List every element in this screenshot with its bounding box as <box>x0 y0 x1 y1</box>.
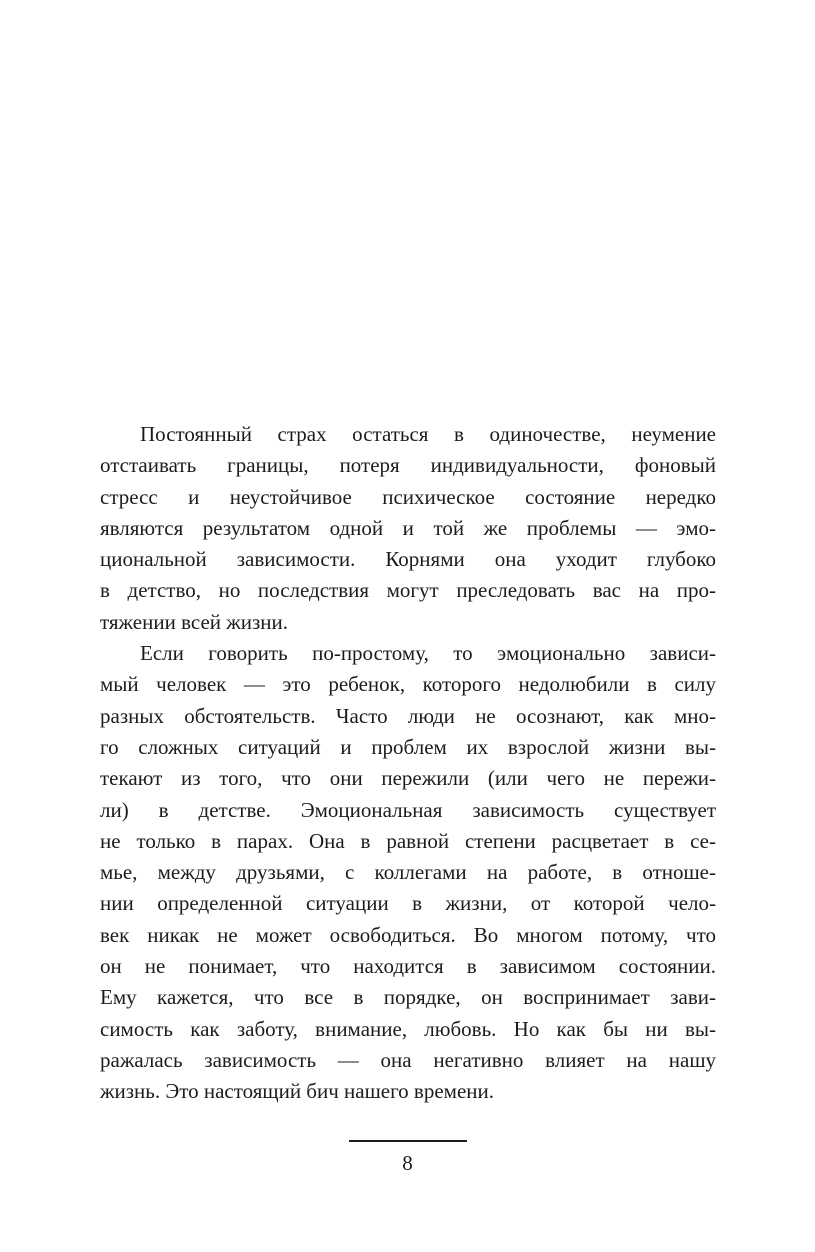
paragraph-2 <box>100 638 716 1107</box>
text-line: век никак не может освободиться. Во многом потому, что <box>100 922 716 947</box>
text-line: текают из того, что они пережили (или чего не пережи- <box>100 766 716 791</box>
text-line: Ему кажется, что все в порядке, он воспринимает зави- <box>100 985 716 1010</box>
text-line: он не понимает, что находится в зависимом состоянии. <box>100 954 716 979</box>
page-footer <box>0 1140 815 1176</box>
text-line: Если говорить по-простому, то эмоционально зависи- <box>140 641 716 666</box>
text-line: го сложных ситуаций и проблем их взрослой жизни вы- <box>100 734 716 759</box>
text-line: в детство, но последствия могут преследовать вас на про- <box>100 578 716 603</box>
text-line: не только в парах. Она в равной степени расцветает в се- <box>100 828 716 853</box>
text-line: разных обстоятельств. Часто люди не осознают, как мно- <box>100 703 716 728</box>
text-line: мье, между друзьями, с коллегами на работе, в отноше- <box>100 860 716 885</box>
text-line: ли) в детстве. Эмоциональная зависимость существует <box>100 797 716 822</box>
text-line: Постоянный страх остаться в одиночестве, неумение <box>140 422 716 446</box>
paragraph-1 <box>100 419 716 638</box>
text-line: ражалась зависимость — она негативно влияет на нашу <box>100 1047 716 1072</box>
text-line: жизнь. Это настоящий бич нашего времени. <box>100 1079 495 1104</box>
text-line: циональной зависимости. Корнями она уходит глубоко <box>100 547 716 572</box>
text-line: симость как заботу, внимание, любовь. Но как бы ни вы- <box>100 1016 716 1041</box>
text-line: мый человек — это ребенок, которого недолюбили в силу <box>100 672 716 697</box>
text-line: нии определенной ситуации в жизни, от которой чело- <box>100 891 716 916</box>
footer-rule <box>349 1140 467 1142</box>
text-line: отстаивать границы, потеря индивидуальности, фоновый <box>100 453 716 478</box>
text-block <box>100 419 716 1108</box>
text-line: стресс и неустойчивое психическое состояние нередко <box>100 484 716 509</box>
text-line: тяжении всей жизни. <box>100 609 289 634</box>
page-number: 8 <box>402 1151 413 1175</box>
text-line: являются результатом одной и той же проблемы — эмо- <box>100 515 716 540</box>
